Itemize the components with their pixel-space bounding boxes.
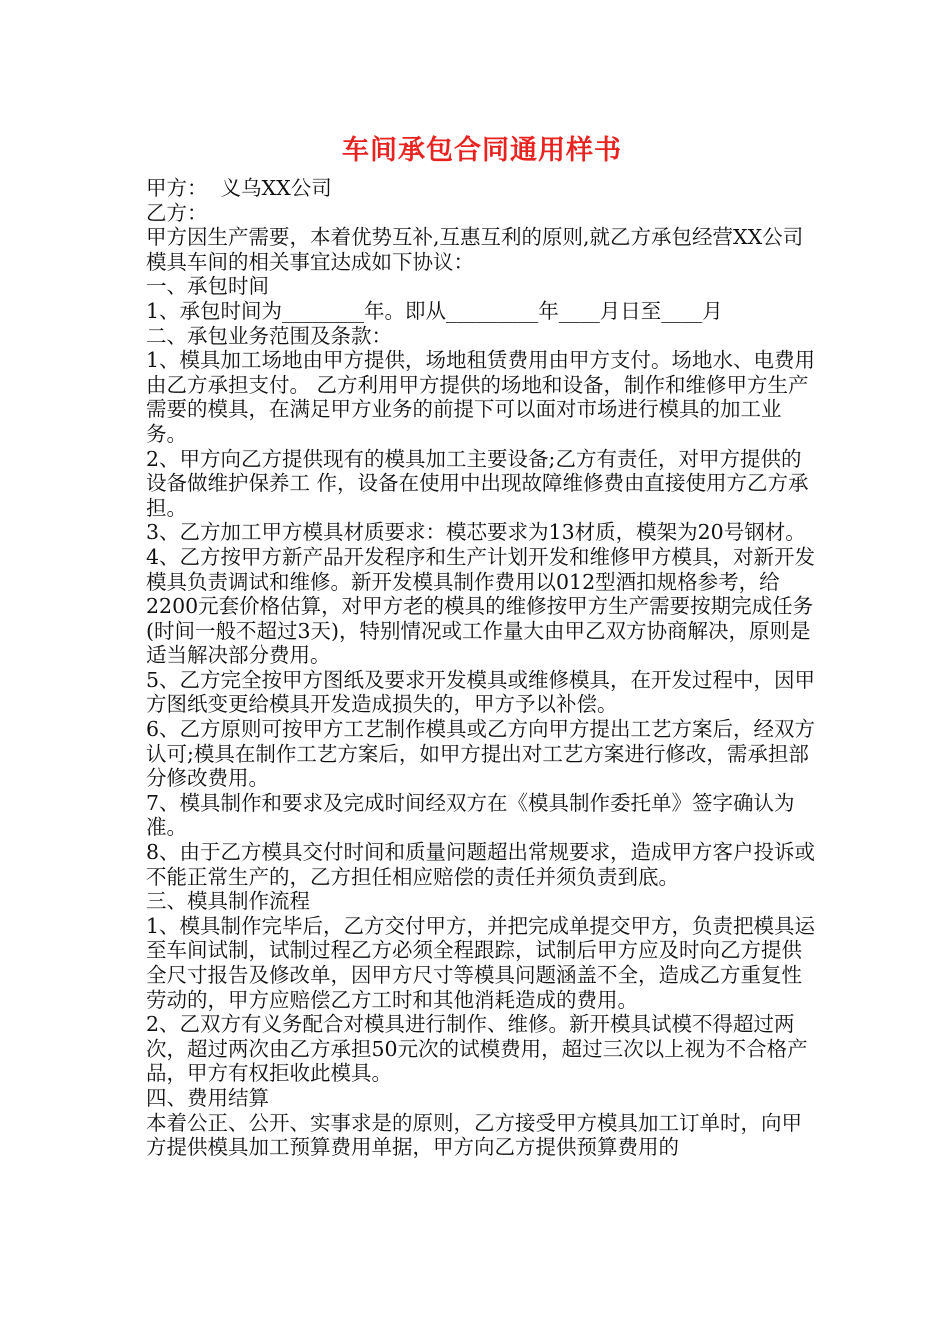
party-a-line: 甲方： 义乌XX公司 bbox=[146, 176, 332, 200]
clause-paragraph: 1、承包时间为________年。即从_________年____月日至____月 bbox=[146, 298, 723, 323]
document-title: 车间承包合同通用样书 bbox=[342, 135, 622, 166]
section-heading-4: 四、费用结算 bbox=[146, 1085, 269, 1110]
clause-paragraph: 8、由于乙方模具交付时间和质量问题超出常规要求，造成甲方客户投诉或不能正常生产的，乙方担任相应赔偿的责任并须负责到底。 bbox=[146, 840, 816, 889]
section-heading-3: 三、模具制作流程 bbox=[146, 889, 310, 914]
clause-paragraph: 1、模具制作完毕后，乙方交付甲方，并把完成单提交甲方，负责把模具运至车间试制，试制过程乙方必须全程跟踪，试制后甲方应及时向乙方提供全尺寸报告及修改单，因甲方尺寸等模具问题涵盖不全，造成乙方重复性劳动的，甲方应赔偿乙方工时和其他消耗造成的费用。 bbox=[146, 913, 816, 1012]
clause-paragraph: 2、甲方向乙方提供现有的模具加工主要设备;乙方有责任，对甲方提供的设备做维护保养工 作，设备在使用中出现故障维修费由直接使用方乙方承担。 bbox=[146, 446, 809, 520]
clause-paragraph: 本着公正、公开、实事求是的原则，乙方接受甲方模具加工订单时，向甲方提供模具加工预算费用单据，甲方向乙方提供预算费用的 bbox=[146, 1110, 802, 1160]
clause-paragraph: 2、乙双方有义务配合对模具进行制作、维修。新开模具试模不得超过两次，超过两次由乙方承担50元次的试模费用，超过三次以上视为不合格产品，甲方有权拒收此模具。 bbox=[146, 1012, 808, 1086]
party-b-line: 乙方： bbox=[146, 200, 208, 225]
clause-paragraph: 7、模具制作和要求及完成时间经双方在《模具制作委托单》签字确认为准。 bbox=[146, 790, 795, 840]
clause-paragraph: 1、模具加工场地由甲方提供，场地租赁费用由甲方支付。场地水、电费用由乙方承担支付。 乙方利用甲方提供的场地和设备，制作和维修甲方生产需要的模具，在满足甲方业务的前提下可以面对市场进行模具的加工业务。 bbox=[146, 348, 816, 446]
document-page bbox=[146, 128, 818, 1160]
document-body bbox=[146, 176, 818, 1160]
clause-paragraph: 4、乙方按甲方新产品开发程序和生产计划开发和维修甲方模具，对新开发模具负责调试和维修。新开发模具制作费用以012型酒扣规格参考，给2200元套价格估算，对甲方老的模具的维修按甲方生产需要按期完成任务(时间一般不超过3天)，特别情况或工作量大由甲乙双方协商解决，原则是适当解决部分费用。 bbox=[146, 544, 816, 668]
clause-paragraph: 6、乙方原则可按甲方工艺制作模具或乙方向甲方提出工艺方案后，经双方认可;模具在制作工艺方案后，如甲方提出对工艺方案进行修改，需承担部分修改费用。 bbox=[146, 717, 816, 791]
section-heading-2: 二、承包业务范围及条款： bbox=[146, 323, 392, 348]
section-heading-1: 一、承包时间 bbox=[146, 274, 269, 299]
clause-paragraph: 3、乙方加工甲方模具材质要求：模芯要求为13材质，模架为20号钢材。 bbox=[146, 520, 806, 545]
preamble-paragraph: 甲方因生产需要，本着优势互补,互惠互利的原则,就乙方承包经营XX公司模具车间的相关事宜达成如下协议： bbox=[146, 225, 804, 274]
clause-paragraph: 5、乙方完全按甲方图纸及要求开发模具或维修模具，在开发过程中，因甲方图纸变更给模具开发造成损失的，甲方予以补偿。 bbox=[146, 667, 816, 717]
